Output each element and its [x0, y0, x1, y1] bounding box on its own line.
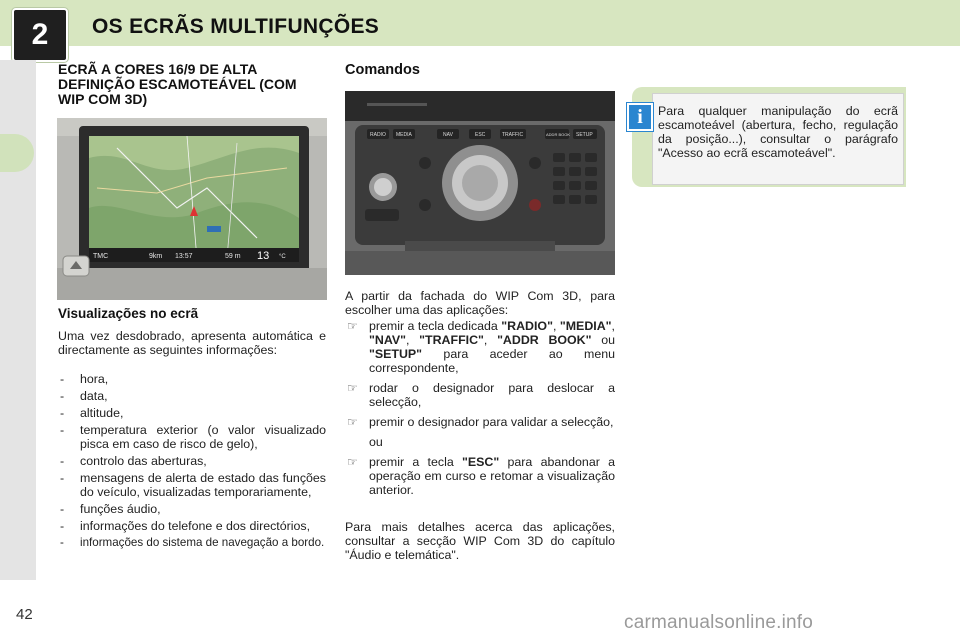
- list-item: ☞ premir o designador para validar a selecção,: [347, 415, 614, 429]
- list-item: - altitude,: [60, 406, 124, 420]
- temperature-readout: 13: [257, 250, 270, 262]
- section-heading-screen: ECRÃ A CORES 16/9 DE ALTA DEFINIÇÃO ESCAMOTEÁVEL (COM WIP COM 3D): [58, 61, 297, 107]
- commands-list: [345, 319, 615, 503]
- pointing-hand-icon: ☞: [347, 455, 358, 469]
- list-item: - temperatura exterior (o valor visualizado pisca em caso de risco de gelo),: [60, 423, 326, 451]
- sub-heading-display: Visualizações no ecrã: [58, 306, 199, 321]
- list-item: - mensagens de alerta de estado das funções do veículo, visualizadas temporariamente,: [60, 471, 326, 499]
- list-item: - data,: [60, 389, 108, 403]
- list-item: ☞ rodar o designador para deslocar a selecção,: [347, 381, 615, 409]
- watermark: carmanualsonline.info: [624, 612, 814, 633]
- traffic-key-label: TRAFFIC: [502, 132, 524, 138]
- list-item: - funções áudio,: [60, 502, 161, 516]
- section-heading-commands: Comandos: [345, 62, 420, 78]
- page-number: 42: [16, 606, 33, 623]
- setup-key-label: SETUP: [576, 132, 593, 138]
- media-key-label: MEDIA: [396, 132, 412, 138]
- list-item: - informações do sistema de navegação a bordo.: [60, 536, 325, 549]
- list-item: - controlo das aberturas,: [60, 454, 207, 468]
- seek-keys: [365, 209, 399, 221]
- list-item: - informações do telefone e dos directórios,: [60, 519, 311, 533]
- tmc-label: TMC: [93, 253, 109, 260]
- commands-intro-paragraph: A partir da fachada do WIP Com 3D, para escolher uma das aplicações:: [345, 289, 615, 317]
- pointing-hand-icon: ☞: [347, 381, 358, 395]
- more-details-paragraph: Para mais detalhes acerca das aplicações, consultar a secção WIP Com 3D do capítulo "Áudio e telemática".: [345, 520, 615, 562]
- nav-key-label: NAV: [443, 132, 453, 138]
- radio-key-label: RADIO: [370, 132, 386, 138]
- list-item: - hora,: [60, 372, 109, 386]
- page-title: OS ECRÃS MULTIFUNÇÕES: [92, 15, 380, 38]
- list-item: ☞ premir a tecla dedicada "RADIO", "MEDIA", "NAV", "TRAFFIC", "ADDR BOOK" ou "SETUP" para aceder ao menu correspondente,: [347, 319, 615, 375]
- distance-readout: 9km: [149, 253, 163, 260]
- navigation-screen-photo: [57, 118, 327, 300]
- or-separator: ou: [369, 435, 383, 449]
- pointing-hand-icon: ☞: [347, 319, 358, 333]
- esc-key-label: ESC: [475, 132, 486, 138]
- temperature-unit: °C: [279, 254, 286, 260]
- chapter-number-badge: 2: [12, 8, 68, 62]
- time-readout: 13:57: [175, 253, 193, 260]
- altitude-readout: 59 m: [225, 253, 241, 260]
- display-intro-paragraph: Uma vez desdobrado, apresenta automática e directamente as seguintes informações:: [58, 329, 326, 357]
- pointing-hand-icon: ☞: [347, 415, 358, 429]
- addr-book-key-label: ADDR BOOK: [546, 132, 571, 137]
- info-icon: i: [627, 103, 653, 131]
- list-item: ☞ premir a tecla "ESC" para abandonar a operação em curso e retomar a visualização anterior.: [347, 455, 615, 497]
- display-items-list: [58, 372, 326, 553]
- control-panel-photo: [345, 91, 615, 275]
- info-box-text: Para qualquer manipulação do ecrã escamoteável (abertura, fecho, regulação da posição...), consultar o parágrafo "Acesso ao ecrã escamoteável".: [658, 104, 898, 160]
